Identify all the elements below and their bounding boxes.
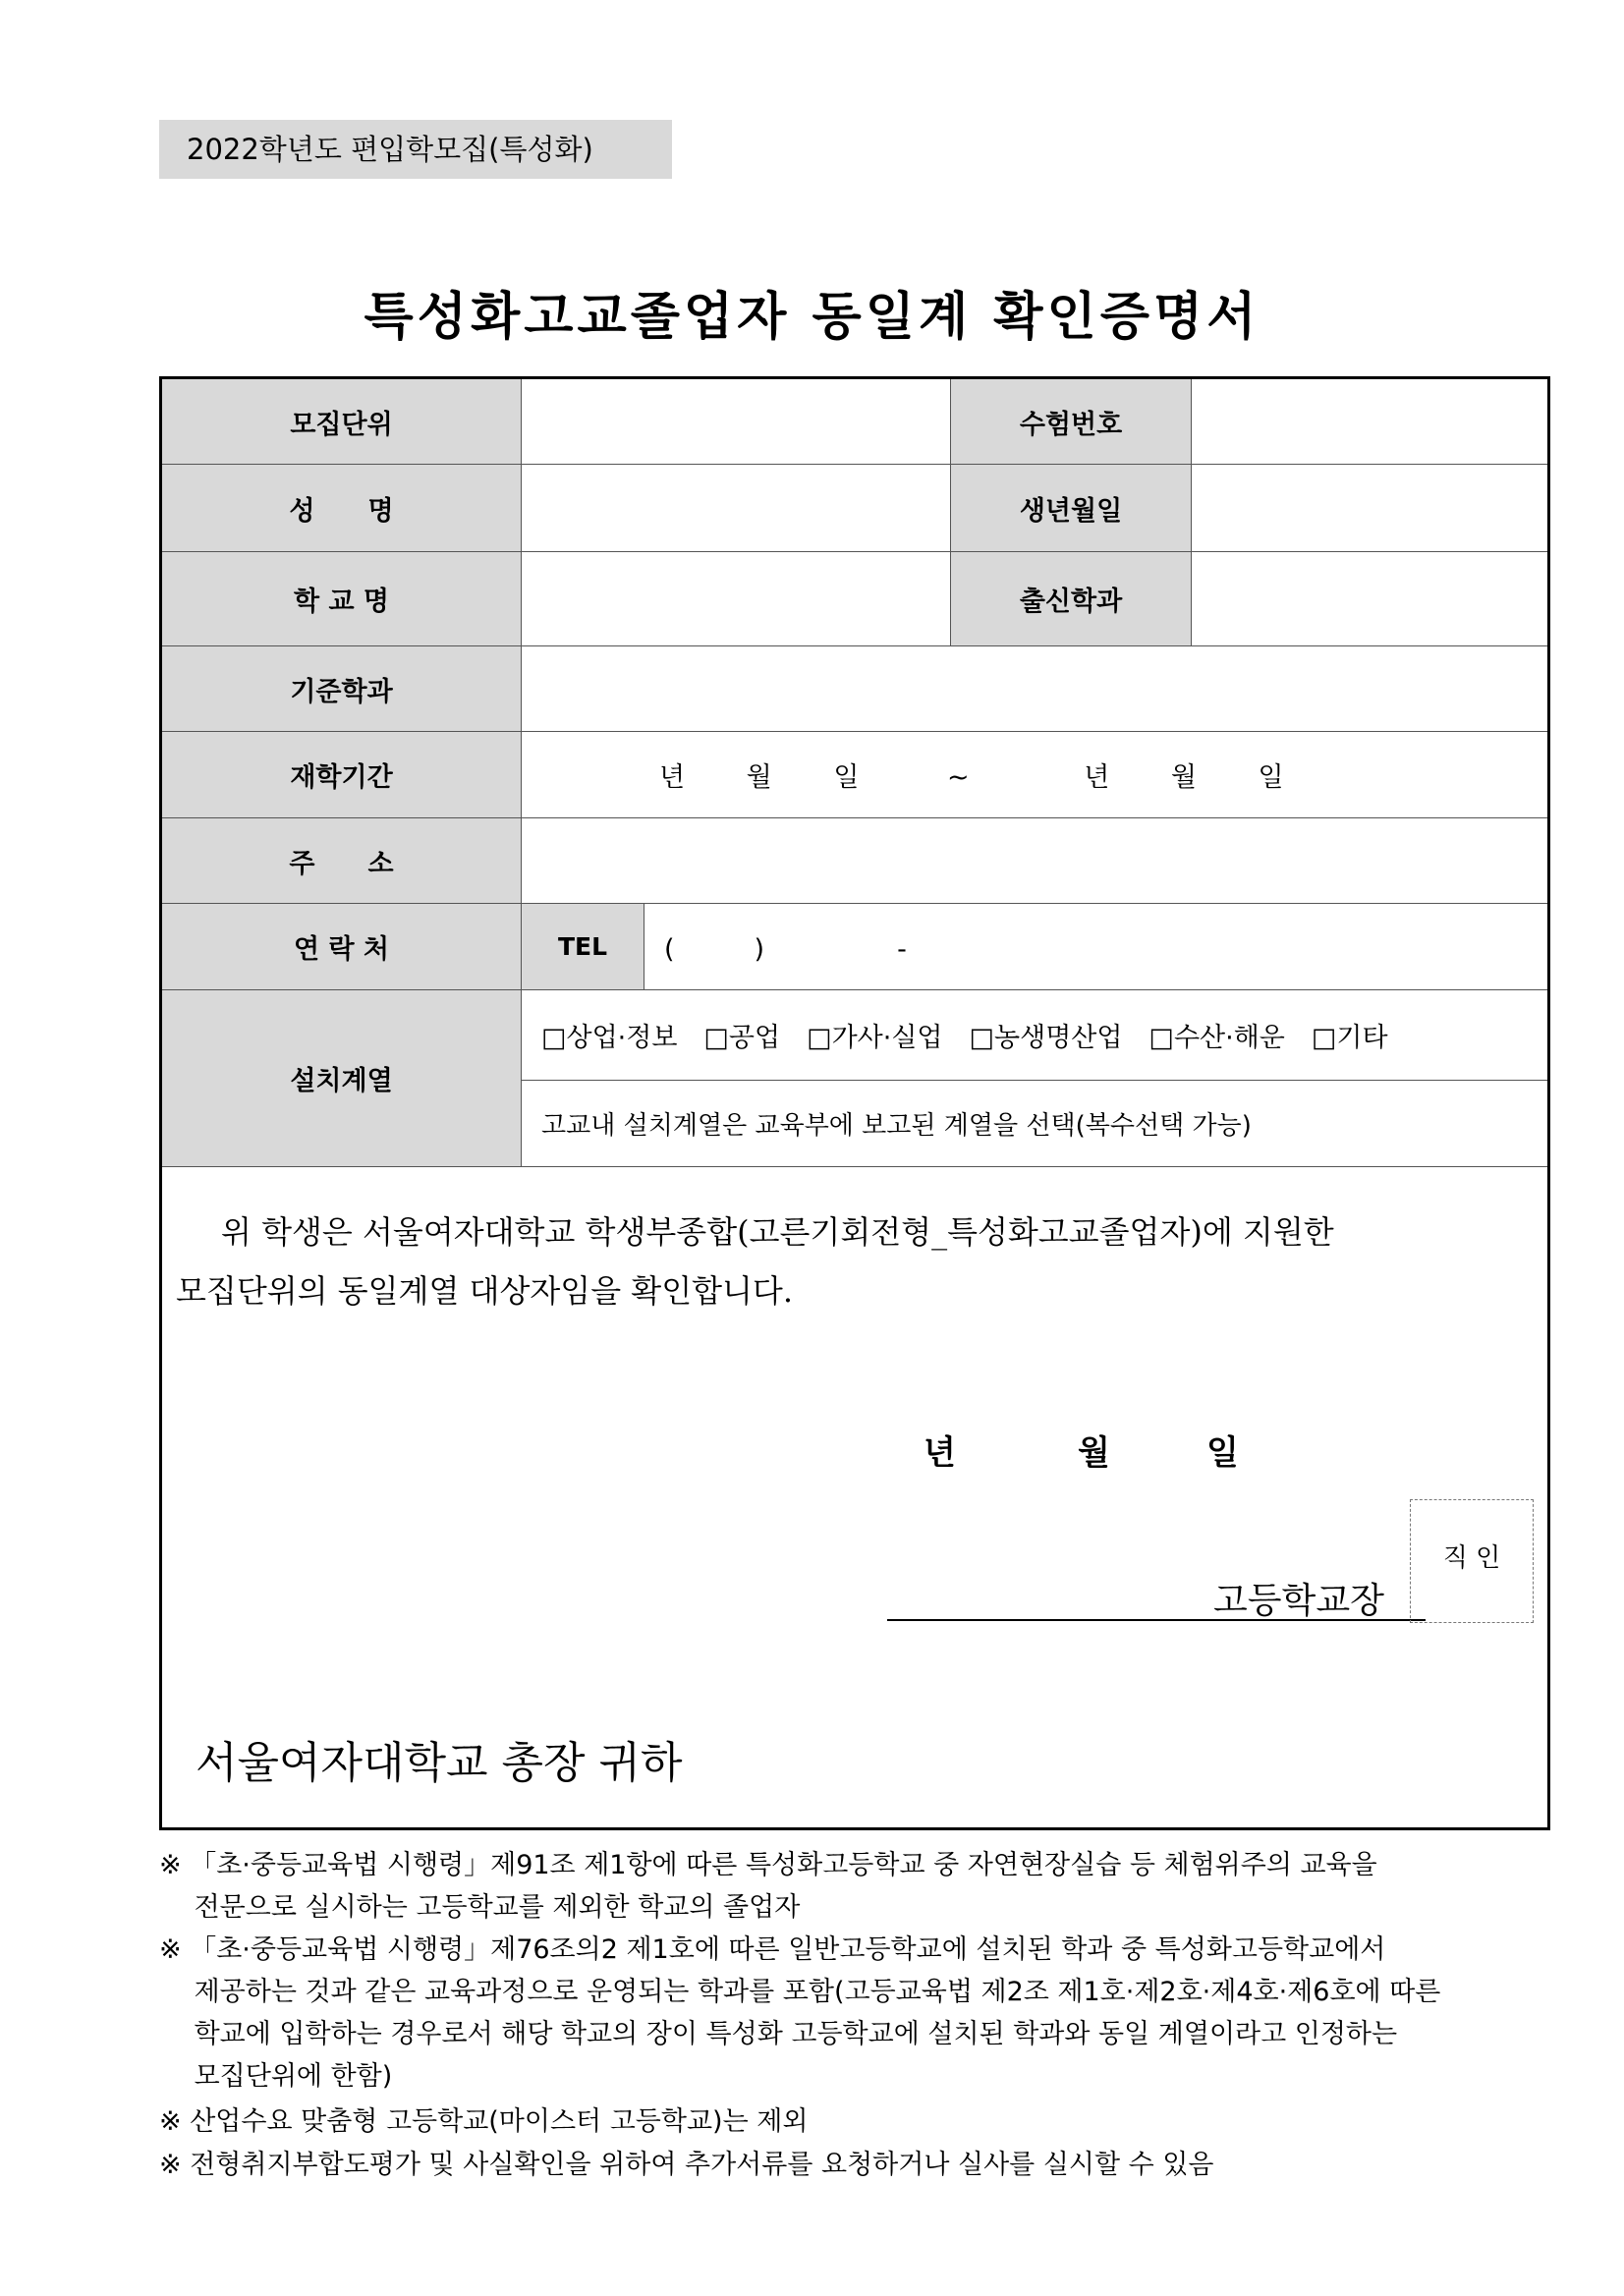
- note-line: ※ 「초·중등교육법 시행령」제91조 제1항에 따른 특성화고등학교 중 자연현장실습 등 체험위주의 교육을: [159, 1850, 1377, 1880]
- official-seal-box: 직 인: [1410, 1499, 1534, 1623]
- date-year: 년: [924, 1433, 956, 1473]
- label-address: 주 소: [162, 818, 521, 903]
- statement-line-2: 모집단위의 동일계열 대상자임을 확인합니다.: [176, 1272, 794, 1310]
- recipient: 서울여자대학교 총장 귀하: [196, 1738, 683, 1788]
- note-line: ※ 「초·중등교육법 시행령」제76조의2 제1호에 따른 일반고등학교에 설치된 학과 중 특성화고등학교에서: [159, 1934, 1386, 1965]
- note-line: 학교에 입학하는 경우로서 해당 학교의 장이 특성화 고등학교에 설치된 학과와 동일 계열이라고 인정하는: [159, 2019, 1398, 2049]
- label-contact: 연 락 처: [162, 904, 521, 989]
- note-line: 제공하는 것과 같은 교육과정으로 운영되는 학과를 포함(고등교육법 제2조 제1호·제2호·제4호·제6호에 따른: [159, 1977, 1441, 2007]
- signer-title: 고등학교장: [1213, 1581, 1384, 1621]
- birth-date-field[interactable]: [1192, 465, 1547, 551]
- enrollment-period-field[interactable]: 년 월 일 ~ 년 월 일: [659, 762, 1284, 793]
- school-name-field[interactable]: [522, 552, 950, 645]
- date-day: 일: [1206, 1433, 1239, 1473]
- form-frame: [159, 376, 1550, 1830]
- note-line: ※ 전형취지부합도평가 및 사실확인을 위하여 추가서류를 요청하거나 실사를 실시할 수 있음: [159, 2150, 1214, 2180]
- label-school-name: 학 교 명: [162, 552, 521, 645]
- date-month: 월: [1078, 1433, 1110, 1473]
- address-field[interactable]: [522, 818, 1547, 903]
- note-line: 전문으로 실시하는 고등학교를 제외한 학교의 졸업자: [159, 1892, 801, 1923]
- tel-label: TEL: [522, 904, 644, 989]
- note-line: ※ 산업수요 맞춤형 고등학교(마이스터 고등학교)는 제외: [159, 2106, 809, 2137]
- track-options[interactable]: □상업·정보 □공업 □가사·실업 □농생명산업 □수산·해운 □기타: [541, 1023, 1388, 1053]
- label-department: 출신학과: [951, 552, 1191, 645]
- label-recruit-unit: 모집단위: [162, 379, 521, 464]
- label-name: 성 명: [162, 465, 521, 551]
- document-category-tag: 2022학년도 편입학모집(특성화): [159, 120, 672, 179]
- base-department-field[interactable]: [522, 646, 1547, 731]
- exam-number-field[interactable]: [1192, 379, 1547, 464]
- recruit-unit-field[interactable]: [522, 379, 950, 464]
- table-bottom-line: [162, 1166, 1547, 1167]
- track-note: 고교내 설치계열은 교육부에 보고된 계열을 선택(복수선택 가능): [541, 1111, 1252, 1141]
- document-title: 특성화고교졸업자 동일계 확인증명서: [364, 288, 1260, 347]
- label-track: 설치계열: [162, 990, 521, 1166]
- label-birth-date: 생년월일: [951, 465, 1191, 551]
- department-field[interactable]: [1192, 552, 1547, 645]
- name-field[interactable]: [522, 465, 950, 551]
- label-base-department: 기준학과: [162, 646, 521, 731]
- phone-number-field[interactable]: ( ) -: [664, 934, 907, 965]
- signature-line: [887, 1619, 1426, 1621]
- note-line: 모집단위에 한함): [159, 2061, 393, 2092]
- label-enrollment-period: 재학기간: [162, 732, 521, 817]
- label-exam-number: 수험번호: [951, 379, 1191, 464]
- statement-line-1: 위 학생은 서울여자대학교 학생부종합(고른기회전형_특성화고교졸업자)에 지원한: [221, 1213, 1334, 1251]
